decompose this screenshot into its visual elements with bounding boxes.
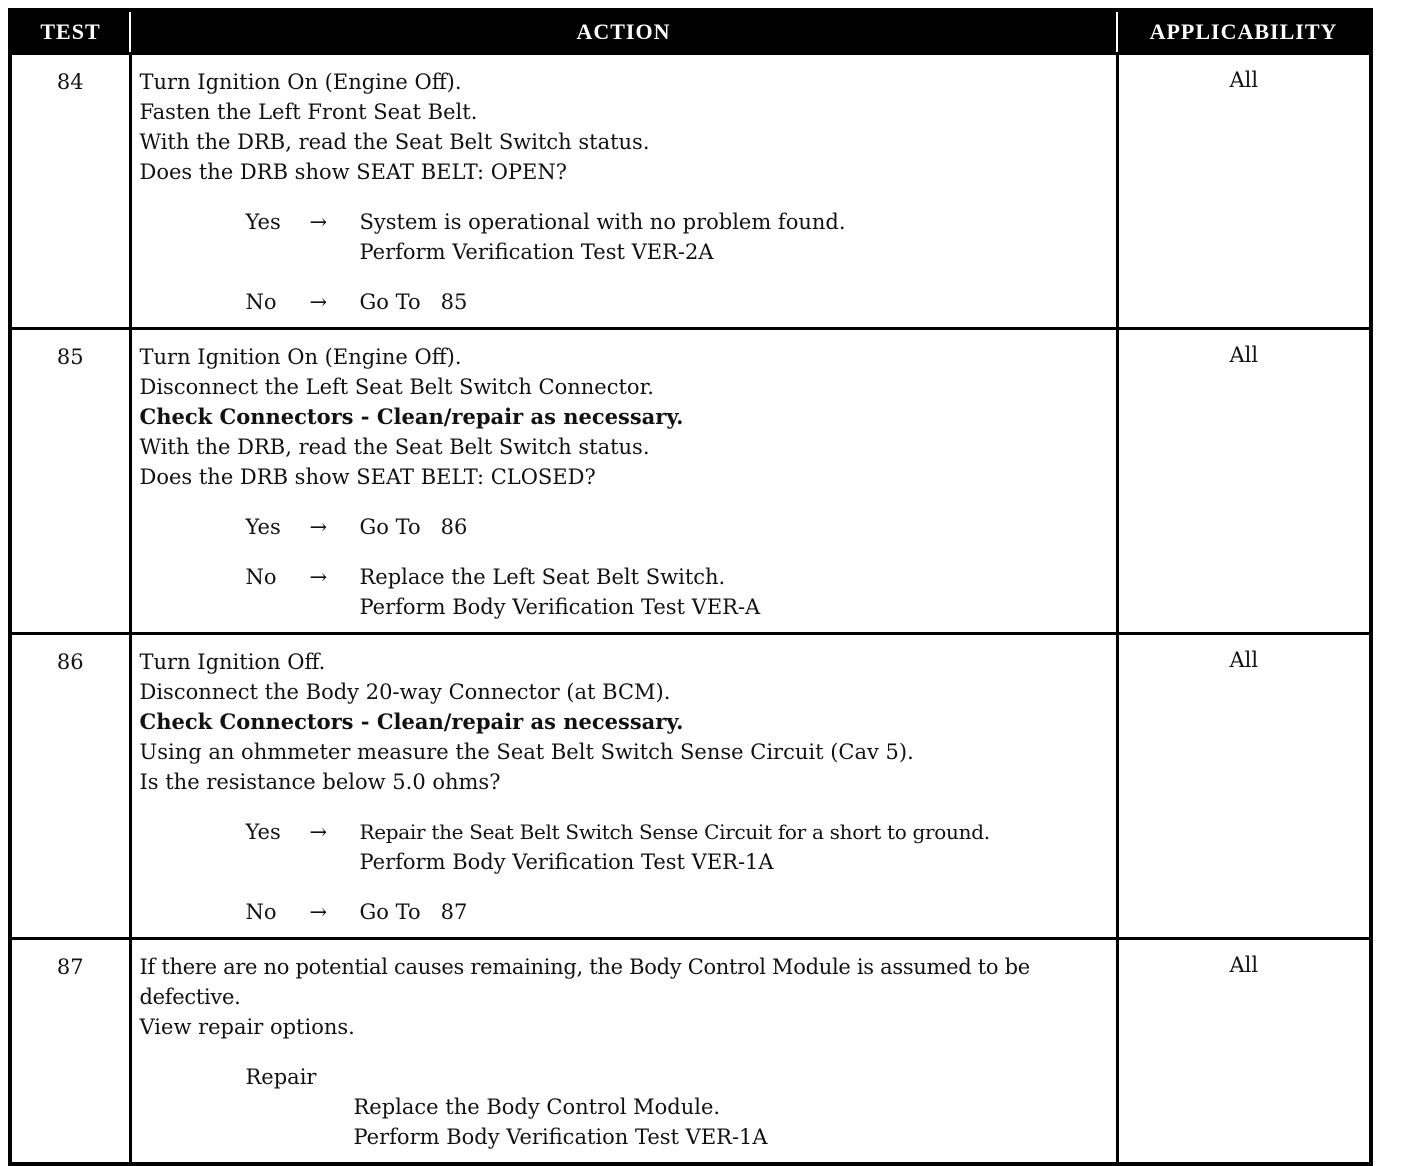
outcome-text: Go To 85: [359, 290, 468, 314]
outcome-text: Go To 87: [359, 900, 468, 924]
outcome-no: [246, 897, 1110, 927]
action-step: Turn Ignition On (Engine Off).: [139, 345, 462, 369]
outcome-label: No: [245, 290, 277, 314]
outcome-label: Yes: [245, 210, 281, 234]
right-arrow-icon: →: [309, 900, 328, 924]
outcome-label: Yes: [245, 820, 281, 844]
diagnostic-test-table: [8, 8, 1373, 1166]
outcome-text: Go To 86: [359, 515, 468, 539]
outcome-text: System is operational with no problem found.: [359, 210, 846, 234]
applicability-value: All: [1117, 54, 1371, 329]
outcome-yes: [246, 817, 1110, 877]
right-arrow-icon: →: [309, 820, 328, 844]
applicability-value: All: [1117, 634, 1371, 939]
table-row: [10, 634, 1371, 939]
action-step-bold: Check Connectors - Clean/repair as necessary.: [139, 709, 684, 734]
applicability-value: All: [1117, 329, 1371, 634]
repair-text: Perform Body Verification Test VER-1A: [353, 1125, 768, 1149]
action-step-bold: Check Connectors - Clean/repair as necessary.: [139, 404, 684, 429]
right-arrow-icon: →: [309, 290, 328, 314]
header-test: TEST: [10, 10, 130, 54]
right-arrow-icon: →: [309, 210, 328, 234]
test-number: 86: [10, 634, 130, 939]
action-step: Fasten the Left Front Seat Belt.: [139, 100, 478, 124]
action-step: Turn Ignition Off.: [139, 650, 326, 674]
action-question: Does the DRB show SEAT BELT: OPEN?: [139, 160, 568, 184]
test-number: 84: [10, 54, 130, 329]
right-arrow-icon: →: [309, 515, 328, 539]
outcome-text: Repair the Seat Belt Switch Sense Circuit for a short to ground.: [359, 820, 990, 844]
action-cell: [130, 634, 1117, 939]
action-paragraph: If there are no potential causes remaining, the Body Control Module is assumed to be defective.: [139, 955, 1030, 1009]
action-step: Turn Ignition On (Engine Off).: [139, 70, 462, 94]
repair-options: [246, 1062, 1110, 1152]
action-question: Is the resistance below 5.0 ohms?: [139, 770, 501, 794]
table-row: [10, 329, 1371, 634]
action-cell: [130, 329, 1117, 634]
action-cell: [130, 939, 1117, 1165]
header-applicability: APPLICABILITY: [1117, 10, 1371, 54]
right-arrow-icon: →: [309, 565, 328, 589]
outcome-text: Replace the Left Seat Belt Switch.: [359, 565, 726, 589]
outcome-yes: [246, 512, 1110, 542]
repair-label: Repair: [245, 1065, 317, 1089]
outcome-text: Perform Verification Test VER-2A: [359, 240, 714, 264]
action-step: Using an ohmmeter measure the Seat Belt Switch Sense Circuit (Cav 5).: [139, 740, 914, 764]
header-action: ACTION: [130, 10, 1117, 54]
table-row: [10, 939, 1371, 1165]
outcome-label: No: [245, 900, 277, 924]
outcome-text: Perform Body Verification Test VER-1A: [359, 850, 774, 874]
test-number: 85: [10, 329, 130, 634]
action-step: Disconnect the Left Seat Belt Switch Connector.: [139, 375, 654, 399]
outcome-yes: [246, 207, 1110, 267]
outcome-label: No: [245, 565, 277, 589]
outcome-no: [246, 287, 1110, 317]
action-question: Does the DRB show SEAT BELT: CLOSED?: [139, 465, 596, 489]
outcome-text: Perform Body Verification Test VER-A: [359, 595, 761, 619]
action-step: With the DRB, read the Seat Belt Switch status.: [139, 130, 650, 154]
action-step: View repair options.: [139, 1015, 355, 1039]
repair-text: Replace the Body Control Module.: [353, 1095, 721, 1119]
applicability-value: All: [1117, 939, 1371, 1165]
action-cell: [130, 54, 1117, 329]
table-header-row: [10, 10, 1371, 54]
test-number: 87: [10, 939, 130, 1165]
action-step: Disconnect the Body 20-way Connector (at BCM).: [139, 680, 671, 704]
outcome-label: Yes: [245, 515, 281, 539]
outcome-no: [246, 562, 1110, 622]
table-row: [10, 54, 1371, 329]
action-step: With the DRB, read the Seat Belt Switch status.: [139, 435, 650, 459]
